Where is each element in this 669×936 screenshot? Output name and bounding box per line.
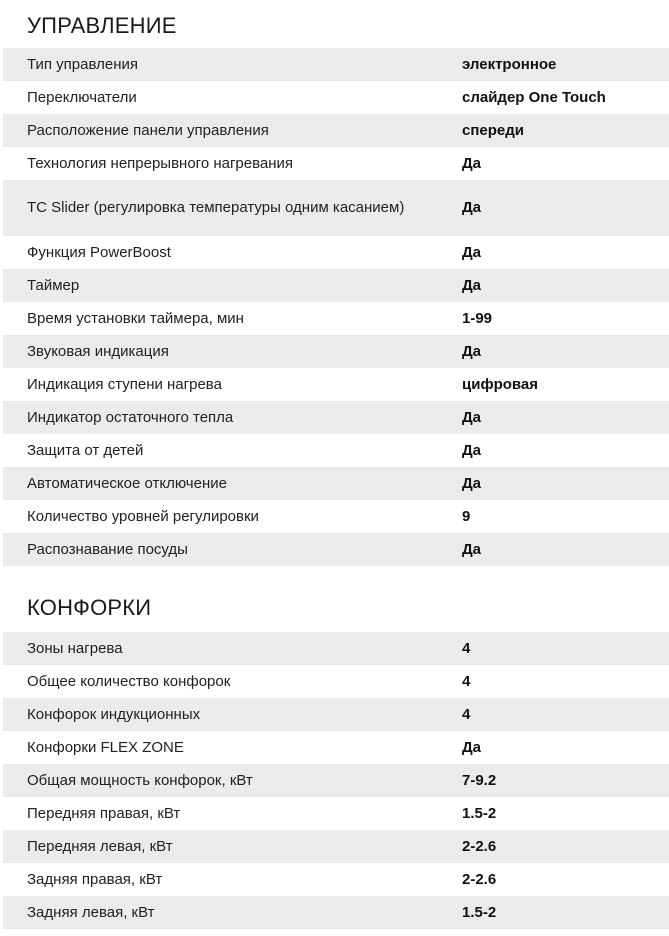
spec-value: 1.5-2: [462, 903, 497, 921]
table-row: [3, 48, 669, 81]
spec-value: 1-99: [462, 309, 493, 327]
table-row: [3, 401, 669, 434]
table-row: [3, 269, 669, 302]
spec-value: Да: [462, 199, 482, 216]
table-row: [3, 533, 669, 566]
spec-label: Защита от детей: [27, 441, 144, 459]
section-title: КОНФОРКИ: [27, 595, 152, 620]
spec-label: Таймер: [27, 276, 80, 294]
spec-value: спереди: [462, 121, 524, 139]
spec-value: слайдер One Touch: [462, 88, 606, 106]
spec-table-control: [3, 48, 669, 566]
spec-label: Переключатели: [27, 88, 137, 106]
spec-label: Конфорки FLEX ZONE: [27, 738, 184, 756]
spec-label: Общее количество конфорок: [27, 672, 231, 690]
spec-label: Передняя правая, кВт: [27, 804, 181, 822]
spec-label: TC Slider (регулировка температуры одним касанием): [27, 199, 405, 216]
spec-label: Звуковая индикация: [27, 342, 169, 360]
spec-value: 1.5-2: [462, 804, 497, 822]
spec-label: Индикатор остаточного тепла: [27, 408, 234, 426]
spec-label: Конфорок индукционных: [27, 705, 201, 723]
spec-label: Распознавание посуды: [27, 540, 188, 558]
spec-value: цифровая: [462, 375, 539, 393]
spec-value: Да: [462, 243, 482, 261]
table-row: [3, 467, 669, 500]
section-title: УПРАВЛЕНИЕ: [27, 13, 177, 38]
table-row: [3, 632, 669, 665]
table-row: [3, 863, 669, 896]
table-row: [3, 180, 669, 236]
table-row: [3, 434, 669, 467]
table-row: [3, 147, 669, 180]
spec-value: Да: [462, 474, 482, 492]
spec-value: Да: [462, 540, 482, 558]
spec-table-burners: [3, 632, 669, 929]
spec-value: Да: [462, 441, 482, 459]
table-row: [3, 896, 669, 929]
table-row: [3, 368, 669, 401]
section-spacer: [0, 566, 669, 584]
spec-value: 7-9.2: [462, 771, 497, 789]
table-row: [3, 114, 669, 147]
spec-value: 4: [462, 672, 471, 690]
spec-value: Да: [462, 408, 482, 426]
spec-value: Да: [462, 738, 482, 756]
spec-label: Технология непрерывного нагревания: [27, 154, 294, 172]
spec-label: Общая мощность конфорок, кВт: [27, 771, 253, 789]
table-row: [3, 335, 669, 368]
spec-value: 4: [462, 705, 471, 723]
spec-label: Расположение панели управления: [27, 121, 269, 139]
table-row: [3, 81, 669, 114]
spec-label: Время установки таймера, мин: [27, 309, 244, 327]
spec-value: Да: [462, 154, 482, 172]
spec-value: электронное: [462, 55, 557, 73]
table-row: [3, 830, 669, 863]
table-row: [3, 797, 669, 830]
spec-value: 4: [462, 639, 471, 657]
table-row: [3, 665, 669, 698]
spec-label: Тип управления: [27, 55, 138, 73]
table-row: [3, 764, 669, 797]
spec-value: Да: [462, 342, 482, 360]
spec-value: Да: [462, 276, 482, 294]
table-row: [3, 731, 669, 764]
spec-label: Зоны нагрева: [27, 639, 123, 657]
spec-value: 9: [462, 507, 471, 525]
table-row: [3, 698, 669, 731]
spec-label: Передняя левая, кВт: [27, 837, 173, 855]
spec-label: Задняя правая, кВт: [27, 870, 163, 888]
spec-label: Количество уровней регулировки: [27, 507, 259, 525]
section-burners: [0, 584, 669, 929]
spec-label: Автоматическое отключение: [27, 474, 227, 492]
spec-label: Задняя левая, кВт: [27, 903, 155, 921]
spec-label: Индикация ступени нагрева: [27, 375, 222, 393]
table-row: [3, 302, 669, 335]
spec-value: 2-2.6: [462, 870, 497, 888]
table-row: [3, 500, 669, 533]
spec-value: 2-2.6: [462, 837, 497, 855]
table-row: [3, 236, 669, 269]
spec-label: Функция PowerBoost: [27, 243, 171, 261]
